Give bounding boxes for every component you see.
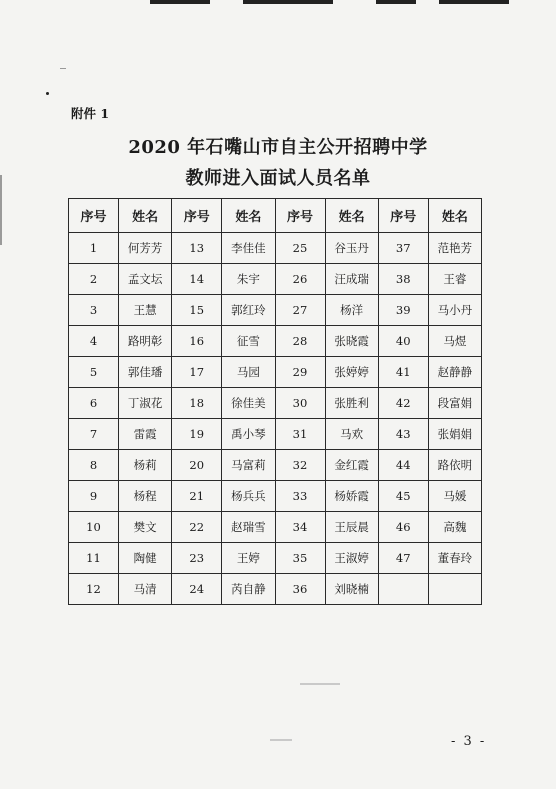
cell-name: 段富娟 [428, 388, 481, 419]
table-row [69, 295, 482, 326]
cell-name: 郭佳璠 [119, 357, 172, 388]
cell-number: 11 [69, 543, 119, 574]
cell-number: 13 [172, 233, 222, 264]
table-row [69, 388, 482, 419]
attachment-label: 附件 1 [71, 106, 110, 121]
cell-number: 25 [275, 233, 325, 264]
table-row [69, 543, 482, 574]
cell-number: 36 [275, 574, 325, 605]
cell-number: 3 [69, 295, 119, 326]
cell-number: 38 [378, 264, 428, 295]
cell-number: 22 [172, 512, 222, 543]
cell-name: 马园 [222, 357, 275, 388]
cell-name: 高魏 [428, 512, 481, 543]
cell-name: 谷玉丹 [325, 233, 378, 264]
table-row [69, 233, 482, 264]
cell-name: 马清 [119, 574, 172, 605]
cell-number: 21 [172, 481, 222, 512]
cell-number: 5 [69, 357, 119, 388]
cell-name: 路依明 [428, 450, 481, 481]
cell-number: 39 [378, 295, 428, 326]
cell-name [428, 574, 481, 605]
cell-name: 张胜利 [325, 388, 378, 419]
column-header-name: 姓名 [428, 199, 481, 233]
cell-name: 雷霞 [119, 419, 172, 450]
cell-number [378, 574, 428, 605]
cell-name: 樊文 [119, 512, 172, 543]
cell-name: 杨兵兵 [222, 481, 275, 512]
cell-number: 14 [172, 264, 222, 295]
cell-number: 12 [69, 574, 119, 605]
cell-name: 赵静静 [428, 357, 481, 388]
scan-artifact-bottom [300, 683, 340, 685]
cell-name: 李佳佳 [222, 233, 275, 264]
column-header-number: 序号 [69, 199, 119, 233]
cell-number: 15 [172, 295, 222, 326]
cell-number: 41 [378, 357, 428, 388]
cell-number: 31 [275, 419, 325, 450]
cell-number: 1 [69, 233, 119, 264]
table-row [69, 419, 482, 450]
cell-number: 4 [69, 326, 119, 357]
cell-name: 路明彰 [119, 326, 172, 357]
cell-name: 马小丹 [428, 295, 481, 326]
table-row [69, 481, 482, 512]
cell-number: 45 [378, 481, 428, 512]
cell-name: 马媛 [428, 481, 481, 512]
cell-number: 34 [275, 512, 325, 543]
cell-number: 16 [172, 326, 222, 357]
cell-name: 张娟娟 [428, 419, 481, 450]
column-header-name: 姓名 [325, 199, 378, 233]
candidate-table [68, 198, 482, 605]
cell-number: 7 [69, 419, 119, 450]
cell-number: 29 [275, 357, 325, 388]
scan-speck [60, 68, 66, 69]
table-row [69, 357, 482, 388]
cell-name: 张晓霞 [325, 326, 378, 357]
cell-name: 马欢 [325, 419, 378, 450]
cell-name: 陶健 [119, 543, 172, 574]
cell-name: 范艳芳 [428, 233, 481, 264]
table-row [69, 512, 482, 543]
cell-name: 杨程 [119, 481, 172, 512]
cell-number: 46 [378, 512, 428, 543]
column-header-name: 姓名 [222, 199, 275, 233]
cell-name: 王婷 [222, 543, 275, 574]
cell-name: 朱宇 [222, 264, 275, 295]
table-row [69, 574, 482, 605]
cell-number: 9 [69, 481, 119, 512]
cell-name: 汪成瑞 [325, 264, 378, 295]
cell-number: 42 [378, 388, 428, 419]
cell-number: 37 [378, 233, 428, 264]
cell-number: 40 [378, 326, 428, 357]
table-body [69, 233, 482, 605]
cell-number: 35 [275, 543, 325, 574]
scan-artifact-bottom [270, 739, 292, 741]
document-title: 2020 年石嘴山市自主公开招聘中学 [128, 137, 428, 158]
cell-name: 何芳芳 [119, 233, 172, 264]
cell-name: 王慧 [119, 295, 172, 326]
cell-number: 17 [172, 357, 222, 388]
table-row [69, 450, 482, 481]
cell-number: 19 [172, 419, 222, 450]
cell-number: 30 [275, 388, 325, 419]
cell-number: 26 [275, 264, 325, 295]
table-row [69, 264, 482, 295]
cell-name: 孟文坛 [119, 264, 172, 295]
column-header-number: 序号 [172, 199, 222, 233]
cell-name: 杨莉 [119, 450, 172, 481]
cell-number: 44 [378, 450, 428, 481]
cell-name: 马煜 [428, 326, 481, 357]
cell-name: 芮自静 [222, 574, 275, 605]
cell-name: 丁淑花 [119, 388, 172, 419]
cell-name: 张婷婷 [325, 357, 378, 388]
cell-name: 刘晓楠 [325, 574, 378, 605]
cell-name: 王睿 [428, 264, 481, 295]
table-row [69, 326, 482, 357]
cell-number: 24 [172, 574, 222, 605]
cell-name: 赵瑞雪 [222, 512, 275, 543]
cell-name: 郭红玲 [222, 295, 275, 326]
cell-number: 28 [275, 326, 325, 357]
scan-artifact-top [150, 0, 540, 5]
cell-name: 马富莉 [222, 450, 275, 481]
cell-name: 征雪 [222, 326, 275, 357]
cell-number: 33 [275, 481, 325, 512]
column-header-number: 序号 [275, 199, 325, 233]
cell-name: 杨娇霞 [325, 481, 378, 512]
cell-name: 王淑婷 [325, 543, 378, 574]
cell-number: 2 [69, 264, 119, 295]
cell-number: 32 [275, 450, 325, 481]
cell-name: 徐佳美 [222, 388, 275, 419]
cell-number: 18 [172, 388, 222, 419]
cell-number: 23 [172, 543, 222, 574]
cell-number: 8 [69, 450, 119, 481]
column-header-name: 姓名 [119, 199, 172, 233]
cell-name: 杨洋 [325, 295, 378, 326]
cell-number: 47 [378, 543, 428, 574]
cell-name: 禹小琴 [222, 419, 275, 450]
cell-name: 董春玲 [428, 543, 481, 574]
cell-name: 金红霞 [325, 450, 378, 481]
cell-number: 20 [172, 450, 222, 481]
cell-number: 27 [275, 295, 325, 326]
column-header-number: 序号 [378, 199, 428, 233]
cell-number: 6 [69, 388, 119, 419]
table-header-row [69, 199, 482, 233]
scan-dot [46, 92, 49, 95]
document-subtitle: 教师进入面试人员名单 [185, 168, 371, 189]
cell-number: 10 [69, 512, 119, 543]
cell-name: 王辰晨 [325, 512, 378, 543]
cell-number: 43 [378, 419, 428, 450]
page-number: - 3 - [451, 734, 487, 749]
